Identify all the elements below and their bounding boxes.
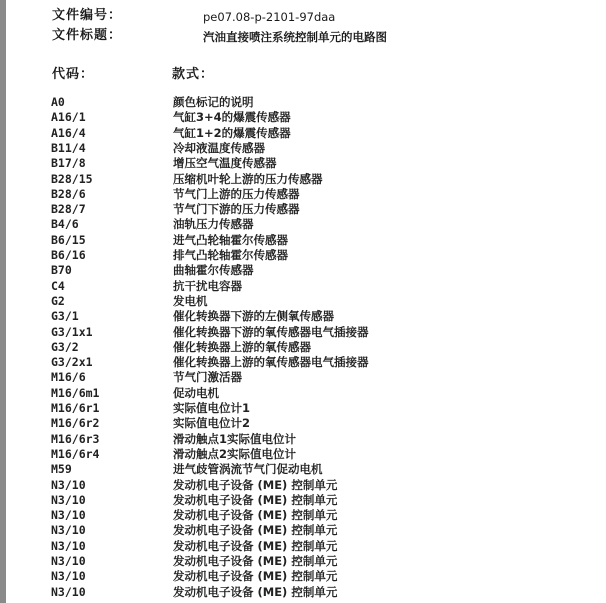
- row-code: B28/6: [51, 187, 86, 201]
- row-code: C4: [51, 279, 65, 293]
- row-description: 排气凸轮轴霍尔传感器: [173, 248, 288, 262]
- row-description: 滑动触点2实际值电位计: [173, 447, 297, 461]
- row-description: 节气门下游的压力传感器: [173, 202, 300, 216]
- row-code: G3/1x1: [51, 325, 93, 339]
- row-description: 颜色标记的说明: [173, 95, 254, 109]
- row-code: G3/2x1: [51, 355, 93, 369]
- row-description: 进气凸轮轴霍尔传感器: [173, 233, 288, 247]
- row-description: 抗干扰电容器: [173, 279, 242, 293]
- code-column-header: 代码：: [52, 67, 95, 82]
- row-code: N3/10: [51, 523, 86, 537]
- row-code: B6/15: [51, 233, 86, 247]
- model-column-header: 款式：: [172, 67, 215, 82]
- row-code: N3/10: [51, 493, 86, 507]
- row-code: G3/2: [51, 340, 79, 354]
- row-description: 催化转换器上游的氧传感器电气插接器: [173, 355, 369, 369]
- row-code: A16/1: [51, 110, 86, 124]
- row-code: M16/6r4: [51, 447, 100, 461]
- row-description: 油轨压力传感器: [173, 217, 254, 231]
- file-number-label: 文件编号：: [52, 8, 123, 23]
- row-code: B4/6: [51, 217, 79, 231]
- row-code: G2: [51, 294, 65, 308]
- row-code: B6/16: [51, 248, 86, 262]
- row-code: N3/10: [51, 478, 86, 492]
- row-code: M16/6r3: [51, 432, 100, 446]
- row-description: 催化转换器上游的氧传感器: [173, 340, 311, 354]
- row-code: N3/10: [51, 554, 86, 568]
- row-description: 滑动触点1实际值电位计: [173, 432, 297, 446]
- file-title-value: 汽油直接喷注系统控制单元的电路图: [203, 30, 387, 44]
- row-description: 发动机电子设备 (ME) 控制单元: [173, 585, 338, 599]
- row-code: M16/6: [51, 370, 86, 384]
- row-description: 发动机电子设备 (ME) 控制单元: [173, 523, 338, 537]
- row-code: A16/4: [51, 126, 86, 140]
- row-code: A0: [51, 95, 65, 109]
- row-description: 发动机电子设备 (ME) 控制单元: [173, 508, 338, 522]
- row-description: 压缩机叶轮上游的压力传感器: [173, 172, 323, 186]
- row-code: N3/10: [51, 585, 86, 599]
- row-code: B28/7: [51, 202, 86, 216]
- row-description: 进气歧管涡流节气门促动电机: [173, 462, 323, 476]
- row-code: G3/1: [51, 309, 79, 323]
- row-description: 曲轴霍尔传感器: [173, 263, 254, 277]
- row-description: 节气门上游的压力传感器: [173, 187, 300, 201]
- row-description: 催化转换器下游的左侧氧传感器: [173, 309, 334, 323]
- row-code: M16/6m1: [51, 386, 100, 400]
- row-description: 增压空气温度传感器: [173, 156, 277, 170]
- row-code: N3/10: [51, 508, 86, 522]
- row-description: 气缸1+2的爆震传感器: [173, 126, 291, 140]
- row-description: 冷却液温度传感器: [173, 141, 265, 155]
- row-description: 实际值电位计2: [173, 416, 251, 430]
- file-number-value: pe07.08-p-2101-97daa: [203, 10, 336, 24]
- row-description: 实际值电位计1: [173, 401, 251, 415]
- row-description: 催化转换器下游的氧传感器电气插接器: [173, 325, 369, 339]
- row-code: M16/6r1: [51, 401, 100, 415]
- row-description: 节气门激活器: [173, 370, 242, 384]
- row-description: 发电机: [173, 294, 208, 308]
- row-description: 发动机电子设备 (ME) 控制单元: [173, 554, 338, 568]
- row-description: 气缸3+4的爆震传感器: [173, 110, 291, 124]
- row-code: M16/6r2: [51, 416, 100, 430]
- row-code: N3/10: [51, 539, 86, 553]
- row-code: B28/15: [51, 172, 93, 186]
- row-description: 发动机电子设备 (ME) 控制单元: [173, 493, 338, 507]
- row-code: B17/8: [51, 156, 86, 170]
- row-description: 促动电机: [173, 386, 219, 400]
- row-code: B70: [51, 263, 72, 277]
- row-description: 发动机电子设备 (ME) 控制单元: [173, 478, 338, 492]
- row-description: 发动机电子设备 (ME) 控制单元: [173, 539, 338, 553]
- row-description: 发动机电子设备 (ME) 控制单元: [173, 569, 338, 583]
- row-code: N3/10: [51, 569, 86, 583]
- row-code: M59: [51, 462, 72, 476]
- file-title-label: 文件标题：: [52, 28, 123, 43]
- row-code: B11/4: [51, 141, 86, 155]
